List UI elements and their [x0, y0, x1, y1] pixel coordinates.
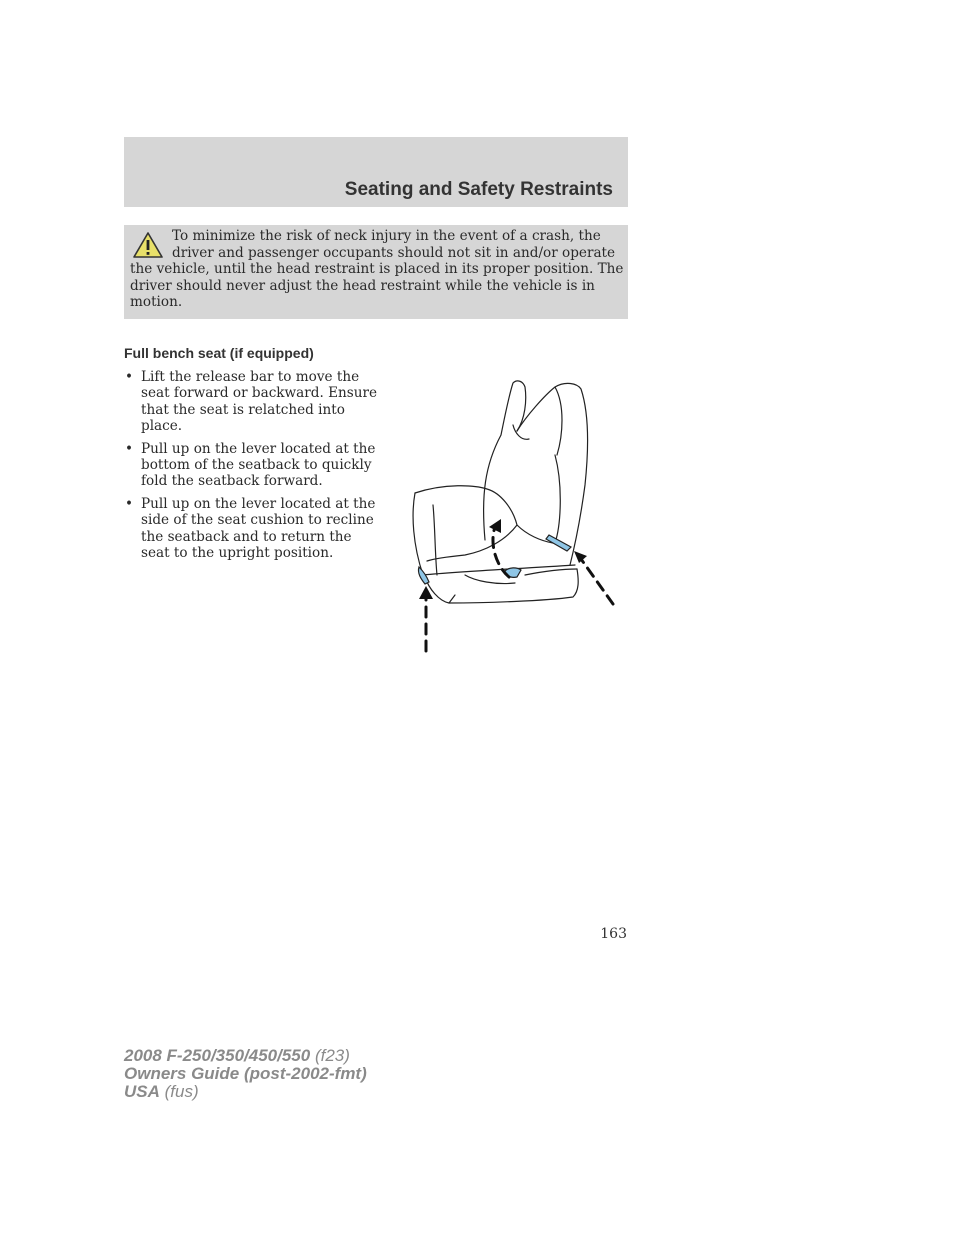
- bullet-icon: •: [125, 369, 134, 385]
- list-item-text: Lift the release bar to move the seat forward or backward. Ensure that the seat is relatched into place.: [141, 369, 378, 435]
- list-item: [124, 496, 380, 562]
- list-item: [124, 369, 380, 435]
- warning-box: [124, 225, 628, 319]
- page-number: 163: [600, 926, 627, 942]
- section-heading: Full bench seat (if equipped): [124, 345, 314, 361]
- warning-text: To minimize the risk of neck injury in the event of a crash, the driver and passenger occupants should not sit in and/or operate the vehicle, until the head restraint is placed in its proper position. The driver should never adjust the head restraint while the vehicle is in motion.: [130, 228, 624, 310]
- bullet-icon: •: [125, 440, 134, 457]
- list-item-text: Pull up on the lever located at the bottom of the seatback to quickly fold the seatback forward.: [141, 440, 376, 490]
- footer-model: 2008 F-250/350/450/550: [124, 1046, 311, 1065]
- section-header-band: [124, 137, 628, 207]
- footer-guide: Owners Guide (post-2002-fmt): [124, 1064, 367, 1083]
- footer-model-code: (f23): [314, 1046, 350, 1065]
- footer-market-code: (fus): [164, 1082, 199, 1101]
- list-item-text: Pull up on the lever located at the side of the seat cushion to recline the seatback and to return the seat to the upright position.: [141, 495, 376, 562]
- bench-seat-illustration: [405, 375, 620, 660]
- document-footer: [124, 1047, 367, 1101]
- bullet-icon: •: [125, 495, 134, 512]
- footer-market: USA: [124, 1082, 160, 1101]
- instruction-list: [124, 369, 380, 567]
- list-item: [124, 441, 380, 490]
- section-title: Seating and Safety Restraints: [344, 179, 613, 200]
